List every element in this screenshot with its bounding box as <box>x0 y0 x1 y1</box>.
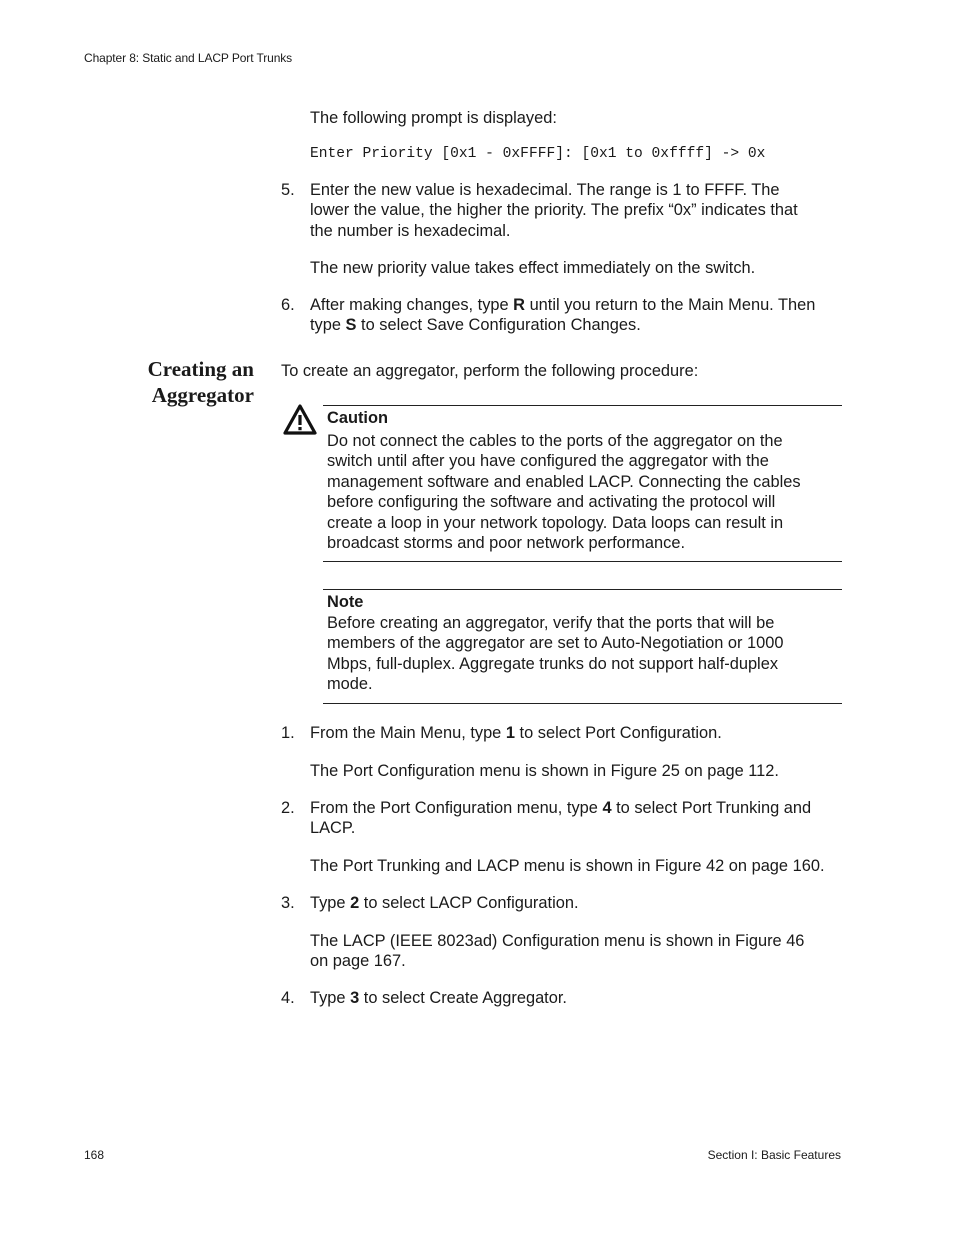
key-label: 3 <box>350 989 360 1007</box>
text-line: members of the aggregator are set to Auto-Negotiation or 1000 <box>327 634 784 653</box>
text-line: type S to select Save Configuration Changes. <box>310 316 641 335</box>
caution-top-rule <box>323 405 842 406</box>
command-prompt: Enter Priority [0x1 - 0xFFFF]: [0x1 to 0xffff] -> 0x <box>310 146 766 162</box>
note-bottom-rule <box>323 703 842 704</box>
step-text: Type 3 to select Create Aggregator. <box>310 989 567 1007</box>
text-line: create a loop in your network topology. Data loops can result in <box>327 513 784 532</box>
page-number: 168 <box>84 1148 105 1162</box>
text-line: Before creating an aggregator, verify that the ports that will be <box>327 614 775 632</box>
step-number: 4. <box>281 989 295 1007</box>
key-label: S <box>345 316 357 335</box>
text-line: Enter the new value is hexadecimal. The range is 1 to FFFF. The <box>310 181 780 199</box>
warning-icon <box>283 404 317 436</box>
running-header: Chapter 8: Static and LACP Port Trunks <box>84 51 293 65</box>
text-line: switch until after you have configured the aggregator with the <box>327 452 769 471</box>
text-line: lower the value, the higher the priority. The prefix “0x” indicates that <box>310 201 798 220</box>
text-line: on page 167. <box>310 952 406 971</box>
key-label: 1 <box>505 724 515 742</box>
step-number: 6. <box>281 296 295 314</box>
text-line: From the Port Configuration menu, type 4 to select Port Trunking and <box>310 799 812 817</box>
prompt-intro: The following prompt is displayed: <box>310 109 557 127</box>
text-line: broadcast storms and poor network performance. <box>327 534 686 553</box>
text-line: Do not connect the cables to the ports of the aggregator on the <box>327 432 783 450</box>
step-number: 5. <box>281 181 295 199</box>
step-followup <box>310 931 804 972</box>
caution-title: Caution <box>327 409 389 427</box>
step-text <box>310 798 811 839</box>
note-top-rule <box>323 589 842 590</box>
caution-bottom-rule <box>323 561 842 562</box>
section-intro: To create an aggregator, perform the following procedure: <box>281 362 699 380</box>
note-title: Note <box>327 593 364 611</box>
section-heading: Creating an Aggregator <box>147 357 254 407</box>
text-line: After making changes, type R until you return to the Main Menu. Then <box>310 296 816 314</box>
step-number: 3. <box>281 894 295 912</box>
key-label: 2 <box>350 894 360 912</box>
step-followup: The Port Trunking and LACP menu is shown in Figure 42 on page 160. <box>310 857 825 875</box>
step-note: The new priority value takes effect immediately on the switch. <box>310 259 756 277</box>
text-line: management software and enabled LACP. Connecting the cables <box>327 472 801 491</box>
step-number: 2. <box>281 799 295 817</box>
text-line: Mbps, full-duplex. Aggregate trunks do not support half-duplex <box>327 654 779 673</box>
step-text <box>310 295 815 336</box>
step-text: From the Main Menu, type 1 to select Port Configuration. <box>310 724 722 742</box>
key-label: 4 <box>602 799 612 817</box>
caution-body <box>327 431 801 553</box>
step-followup: The Port Configuration menu is shown in Figure 25 on page 112. <box>310 762 779 780</box>
step-number: 1. <box>281 724 295 742</box>
key-label: R <box>513 296 526 314</box>
text-line: mode. <box>327 675 373 694</box>
text-line: the number is hexadecimal. <box>310 221 511 240</box>
step-text: Type 2 to select LACP Configuration. <box>310 894 579 912</box>
text-line: The LACP (IEEE 8023ad) Configuration menu is shown in Figure 46 <box>310 932 805 950</box>
text-line: before configuring the software and activating the protocol will <box>327 493 776 512</box>
text-line: LACP. <box>310 819 356 838</box>
note-body <box>327 613 783 695</box>
section-footer: Section I: Basic Features <box>707 1148 841 1162</box>
step-text <box>310 180 798 241</box>
